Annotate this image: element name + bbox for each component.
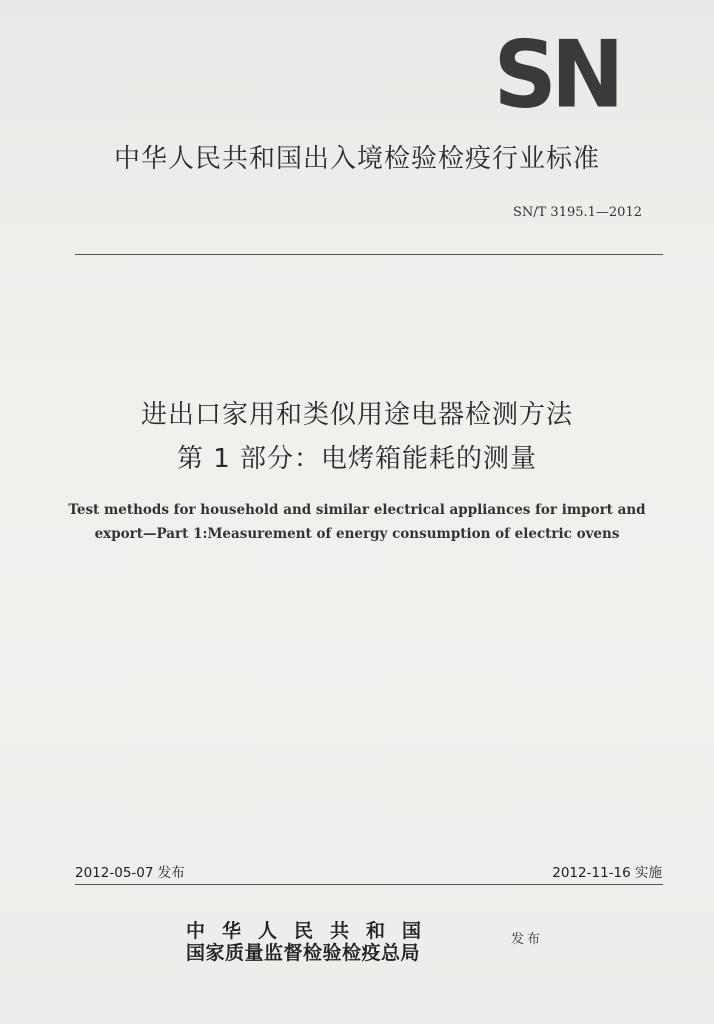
title-english-line-2: export—Part 1:Measurement of energy consumption of electric ovens — [94, 526, 620, 542]
implementation-date: 2012-11-16 实施 — [552, 865, 662, 881]
issue-date: 2012-05-07 发布 — [75, 865, 185, 881]
header-divider — [75, 254, 663, 255]
sn-logo: SN — [493, 20, 619, 129]
title-chinese-line-2: 第 1 部分：电烤箱能耗的测量 — [176, 444, 538, 474]
footer-divider — [75, 884, 663, 885]
standard-number: SN/T 3195.1—2012 — [512, 205, 642, 220]
issuer-agency: 国家质量监督检验检疫总局 — [186, 942, 421, 964]
title-chinese-line-1: 进出口家用和类似用途电器检测方法 — [140, 400, 573, 430]
industry-standard-heading: 中华人民共和国出入境检验检疫行业标准 — [113, 144, 600, 174]
issuer-country: 中华人民共和国 — [186, 920, 439, 942]
title-english-line-1: Test methods for household and similar electrical appliances for import and — [68, 502, 646, 518]
publish-label: 发布 — [511, 932, 544, 947]
